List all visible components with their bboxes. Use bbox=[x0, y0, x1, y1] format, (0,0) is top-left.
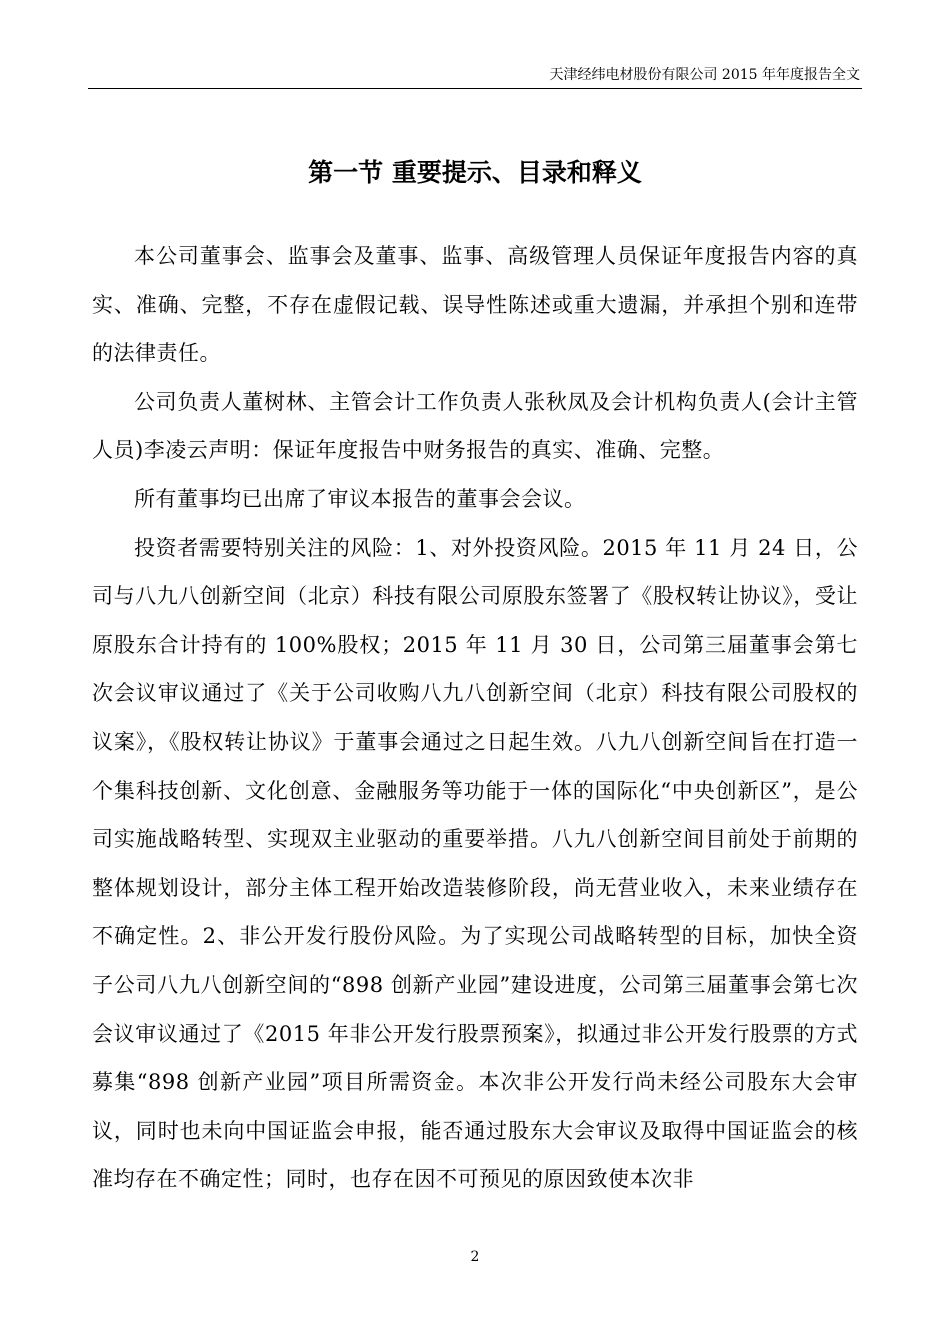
header-divider bbox=[88, 88, 862, 89]
running-header: 天津经纬电材股份有限公司 2015 年年度报告全文 bbox=[549, 67, 860, 83]
section-title: 第一节 重要提示、目录和释义 bbox=[308, 158, 642, 187]
paragraph-risk-notice: 投资者需要特别关注的风险：1、对外投资风险。2015 年 11 月 24 日，公司与八九八创新空间（北京）科技有限公司原股东签署了《股权转让协议》，受让原股东合计持有的 100%股权；2015 年 11 月 30 日，公司第三届董事会第七次会议审议通过了《关于公司收购八九八创新空间（北京）科技有限公司股权的议案》，《股权转让协议》于董事会通过之日起生效。八九八创新空间旨在打造一个集科技创新、文化创意、金融服务等功能于一体的国际化“中央创新区”，是公司实施战略转型、实现双主业驱动的重要举措。八九八创新空间目前处于前期的整体规划设计，部分主体工程开始改造装修阶段，尚无营业收入，未来业绩存在不确定性。2、非公开发行股份风险。为了实现公司战略转型的目标，加快全资子公司八九八创新空间的“898 创新产业园”建设进度，公司第三届董事会第七次会议审议通过了《2015 年非公开发行股票预案》，拟通过非公开发行股票的方式募集“898 创新产业园”项目所需资金。本次非公开发行尚未经公司股东大会审议，同时也未向中国证监会申报，能否通过股东大会审议及取得中国证监会的核准均存在不确定性；同时，也存在因不可预见的原因致使本次非 bbox=[92, 535, 858, 1192]
page-number: 2 bbox=[470, 1249, 480, 1265]
body-text bbox=[92, 232, 858, 1204]
paragraph-responsible-persons: 公司负责人董树林、主管会计工作负责人张秋凤及会计机构负责人(会计主管人员)李凌云声明：保证年度报告中财务报告的真实、准确、完整。 bbox=[92, 389, 858, 463]
paragraph-board-guarantee: 本公司董事会、监事会及董事、监事、高级管理人员保证年度报告内容的真实、准确、完整，不存在虚假记载、误导性陈述或重大遗漏，并承担个别和连带的法律责任。 bbox=[92, 244, 858, 366]
paragraph-director-attendance: 所有董事均已出席了审议本报告的董事会会议。 bbox=[134, 486, 586, 511]
